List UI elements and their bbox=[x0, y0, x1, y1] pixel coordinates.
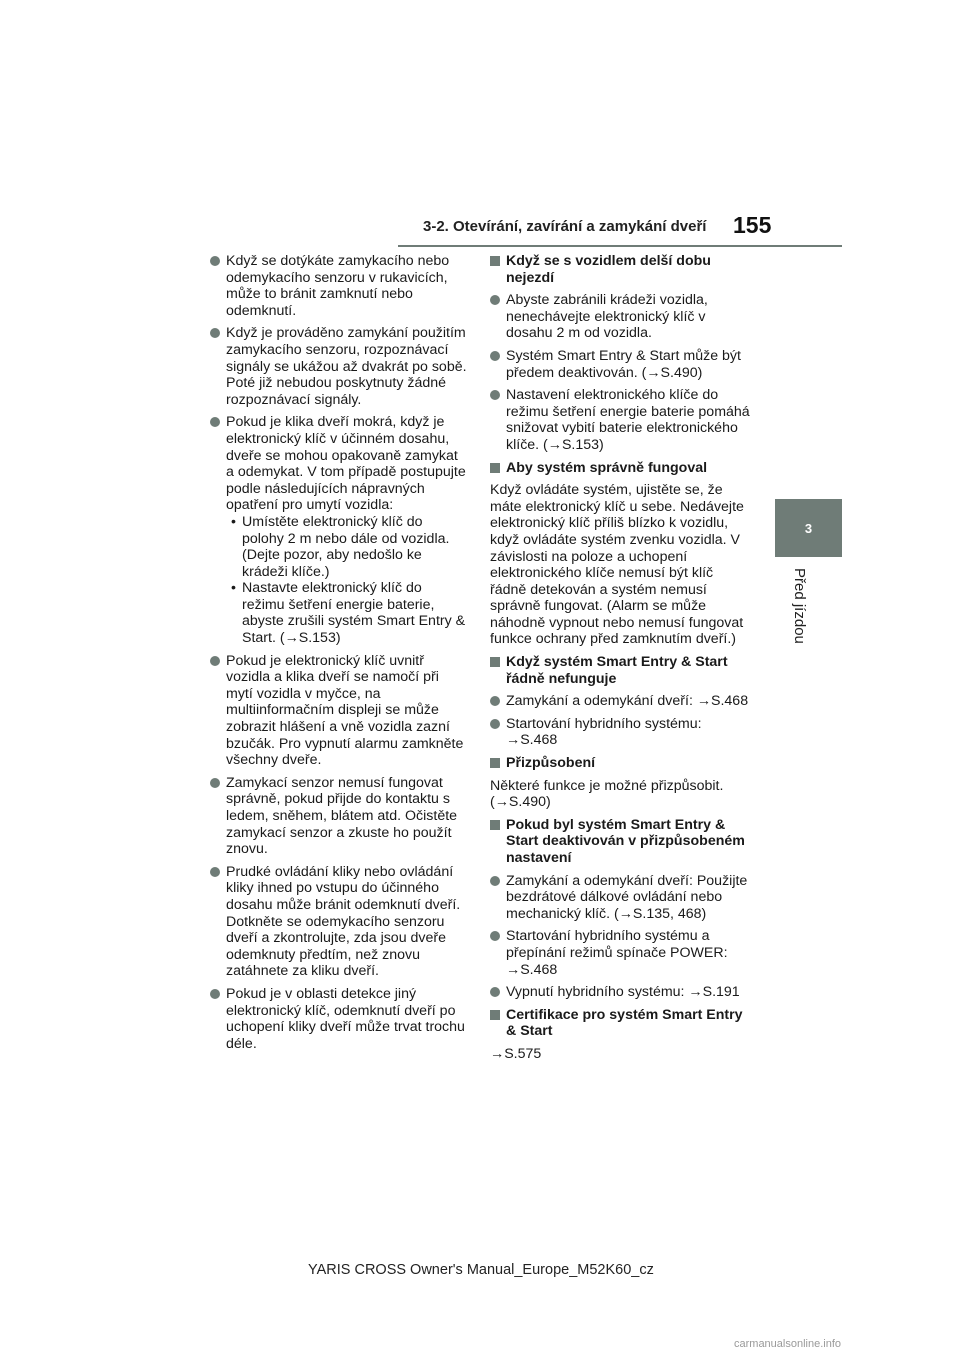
circle-bullet-icon bbox=[490, 295, 500, 305]
bullet-text: Vypnutí hybridního systému: →S.191 bbox=[506, 984, 740, 1001]
header-rule bbox=[398, 245, 842, 247]
bullet-text: Systém Smart Entry & Start může být předem deaktivován. (→S.490) bbox=[506, 347, 741, 381]
section-heading bbox=[490, 253, 750, 286]
circle-bullet-icon bbox=[210, 417, 220, 427]
sub-list-item bbox=[226, 514, 468, 580]
bullet-item bbox=[490, 348, 750, 381]
circle-bullet-icon bbox=[490, 931, 500, 941]
square-bullet-icon bbox=[490, 758, 500, 768]
bullet-text: Prudké ovládání kliky nebo ovládání kliky ihned po vstupu do účinného dosahu může bránit odemknutí dveří. Dotkněte se odemykacího senzoru dveří a zkontrolujte, zda jsou dveře odemknuty předtím, než znovu zatáhnete za kliku dveří. bbox=[226, 863, 461, 980]
heading-text: Pokud byl systém Smart Entry & Start deaktivován v přizpůsobeném nastavení bbox=[506, 816, 745, 866]
circle-bullet-icon bbox=[210, 256, 220, 266]
bullet-item bbox=[490, 873, 750, 923]
bullet-text: Zamykání a odemykání dveří: →S.468 bbox=[506, 693, 749, 710]
bullet-item bbox=[490, 292, 750, 342]
section-heading bbox=[490, 1007, 750, 1040]
circle-bullet-icon bbox=[490, 719, 500, 729]
square-bullet-icon bbox=[490, 463, 500, 473]
bullet-item bbox=[210, 325, 468, 408]
section-heading bbox=[490, 654, 750, 687]
section-heading bbox=[490, 755, 750, 772]
sub-list-item bbox=[226, 580, 468, 646]
circle-bullet-icon bbox=[210, 656, 220, 666]
bullet-item bbox=[210, 775, 468, 858]
circle-bullet-icon bbox=[490, 696, 500, 706]
chapter-tab: 3 bbox=[775, 499, 842, 557]
heading-text: Když systém Smart Entry & Start řádně nefunguje bbox=[506, 654, 728, 687]
paragraph: →S.575 bbox=[490, 1045, 542, 1062]
bullet-text: Abyste zabránili krádeži vozidla, nenechávejte elektronický klíč v dosahu 2 m od vozidla. bbox=[506, 292, 708, 342]
bullet-item bbox=[490, 984, 750, 1001]
bullet-text: Pokud je elektronický klíč uvnitř vozidla a klika dveří se namočí při mytí vozidla v myčce, na multiinformačním displeji se může zobrazit hlášení a vně vozidla zazní bzučák. Pro vypnutí alarmu zamkněte všechny dveře. bbox=[226, 652, 464, 769]
left-column bbox=[210, 253, 468, 1058]
bullet-text: Startování hybridního systému a přepínání režimů spínače POWER: →S.468 bbox=[506, 928, 728, 978]
bullet-item bbox=[490, 693, 750, 710]
small-dot-icon: • bbox=[231, 580, 236, 597]
bullet-text: Nastavení elektronického klíče do režimu šetření energie baterie pomáhá snižovat vybití baterie elektronického klíče. (→S.153) bbox=[506, 387, 750, 453]
bullet-text: Když se dotýkáte zamykacího nebo odemykacího senzoru v rukavicích, může to bránit zamknutí nebo odemknutí. bbox=[226, 253, 450, 319]
bullet-item bbox=[210, 864, 468, 980]
bullet-text: Startování hybridního systému: →S.468 bbox=[506, 715, 702, 749]
square-bullet-icon bbox=[490, 820, 500, 830]
bullet-text: Zamykání a odemykání dveří: Použijte bezdrátové dálkové ovládání nebo mechanický klíč. (→S.135, 468) bbox=[506, 872, 748, 922]
bullet-item bbox=[490, 716, 750, 749]
right-column bbox=[490, 253, 750, 1069]
circle-bullet-icon bbox=[210, 867, 220, 877]
watermark: carmanualsonline.info bbox=[734, 1338, 842, 1350]
square-bullet-icon bbox=[490, 1010, 500, 1020]
paragraph: Když ovládáte systém, ujistěte se, že máte elektronický klíč u sebe. Nedávejte elektronický klíč příliš blízko k vozidlu, když ovládáte systém zvenku vozidla. V závislosti na poloze a uchopení elektronického klíče nemusí být klíč řádně detekován a systém nemusí správně fungovat. (Alarm se může náhodně vypnout nebo nemusí fungovat funkce ochrany před zamknutím dveří.) bbox=[490, 482, 744, 648]
bullet-item bbox=[490, 387, 750, 453]
heading-text: Certifikace pro systém Smart Entry & Start bbox=[506, 1006, 743, 1040]
chapter-label: Před jízdou bbox=[791, 568, 808, 644]
heading-text: Přizpůsobení bbox=[506, 755, 596, 772]
circle-bullet-icon bbox=[210, 778, 220, 788]
circle-bullet-icon bbox=[490, 351, 500, 361]
sub-list-text: Nastavte elektronický klíč do režimu šetření energie baterie, abyste zrušili systém Smart Entry & Start. (→S.153) bbox=[242, 580, 466, 647]
bullet-item bbox=[210, 986, 468, 1052]
circle-bullet-icon bbox=[210, 328, 220, 338]
heading-text: Když se s vozidlem delší dobu nejezdí bbox=[506, 253, 711, 286]
square-bullet-icon bbox=[490, 256, 500, 266]
header-section-title: 3-2. Otevírání, zavírání a zamykání dveří bbox=[423, 218, 707, 235]
bullet-item bbox=[210, 653, 468, 769]
bullet-text: Pokud je klika dveří mokrá, když je elektronický klíč v účinném dosahu, dveře se mohou opakovaně zamykat a odemykat. V tom případě postupujte podle následujících nápravných opatření pro umytí vozidla: bbox=[226, 414, 466, 514]
heading-text: Aby systém správně fungoval bbox=[506, 459, 708, 476]
bullet-item bbox=[490, 928, 750, 978]
small-dot-icon: • bbox=[231, 513, 236, 530]
paragraph: Některé funkce je možné přizpůsobit. (→S.490) bbox=[490, 777, 724, 811]
bullet-text: Když je prováděno zamykání použitím zamykacího senzoru, rozpoznávací signály se ukážou až dvakrát po sobě. Poté již nebudou poskytnuty žádné rozpoznávací signály. bbox=[226, 325, 467, 408]
square-bullet-icon bbox=[490, 657, 500, 667]
circle-bullet-icon bbox=[490, 987, 500, 997]
circle-bullet-icon bbox=[490, 390, 500, 400]
section-heading bbox=[490, 460, 750, 477]
bullet-text: Zamykací senzor nemusí fungovat správně, pokud přijde do kontaktu s ledem, sněhem, blátem atd. Očistěte zamykací senzor a zkuste ho použít znovu. bbox=[226, 774, 458, 858]
circle-bullet-icon bbox=[210, 989, 220, 999]
section-heading bbox=[490, 817, 750, 867]
bullet-item bbox=[210, 253, 468, 319]
bullet-item bbox=[210, 414, 468, 646]
circle-bullet-icon bbox=[490, 876, 500, 886]
page-number: 155 bbox=[733, 212, 772, 238]
footer-manual-name: YARIS CROSS Owner's Manual_Europe_M52K60_cz bbox=[308, 1262, 654, 1278]
bullet-text: Pokud je v oblasti detekce jiný elektronický klíč, odemknutí dveří po uchopení kliky dveří může trvat trochu déle. bbox=[226, 985, 465, 1052]
sub-list-text: Umístěte elektronický klíč do polohy 2 m nebo dále od vozidla. (Dejte pozor, aby nedošlo ke krádeži klíče.) bbox=[242, 513, 450, 580]
